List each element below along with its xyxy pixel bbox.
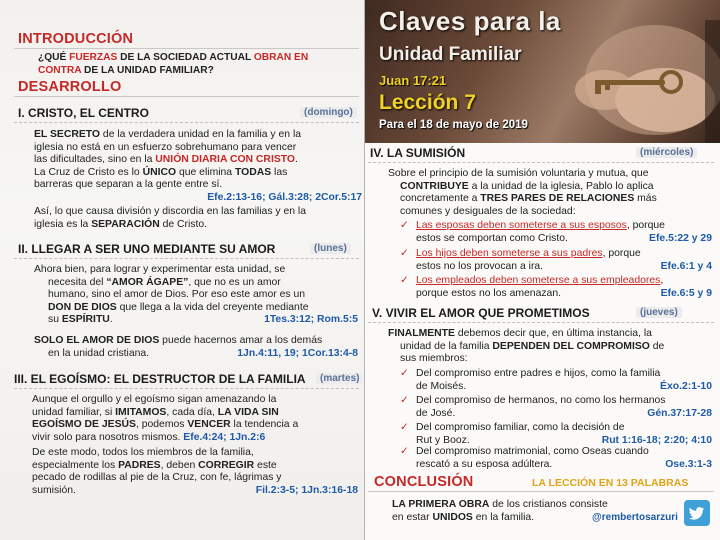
section-4-paragraph: Sobre el principio de la sumisión voluntaria y mutua, que CONTRIBUYE a la unidad de la iglesia, Pablo lo aplica concretamente a TRES PARES DE RELACIONES más comunes y desiguales de la sociedad: [388, 168, 657, 217]
section-5-item-4: ✓ Del compromiso matrimonial, como Oseas cuando rescató a su esposa adúltera. Ose.3:1-3 [400, 446, 712, 470]
section-1-title: I. CRISTO, EL CENTRO [18, 106, 149, 120]
lesson-date: Para el 18 de mayo de 2019 [379, 119, 528, 131]
section-4-rule [368, 162, 714, 163]
checkmark-icon: ✓ [400, 395, 409, 406]
section-5-item-1: ✓ Del compromiso entre padres e hijos, como la familia de Moisés. Éxo.2:1-10 [400, 368, 712, 392]
section-4-item-1: ✓ Las esposas deben someterse a sus esposos, porque estos se comportan como Cristo. Efe.5:22 y 29 [400, 220, 712, 244]
checkmark-icon: ✓ [400, 248, 409, 259]
checkmark-icon: ✓ [400, 422, 409, 433]
checkmark-icon: ✓ [400, 275, 409, 286]
development-rule [14, 96, 359, 97]
twitter-bird-icon-glyph [684, 500, 710, 526]
section-1-day: (domingo) [300, 107, 357, 118]
section-2-paragraph-1: Ahora bien, para lograr y experimentar esta unidad, se necesita del “AMOR ÁGAPE”, que no es un amor humano, sino el amor de Dios. Por eso este amor es un DON DE DIOS que llega a la vida del creyente mediante su ESPÍRITU. 1Tes.3:12; Rom.5:5 [34, 264, 358, 326]
twitter-handle[interactable]: @rembertosarzuri [592, 512, 678, 523]
header-image [365, 0, 720, 143]
development-heading: DESARROLLO [18, 79, 122, 95]
lesson-title-line2: Unidad Familiar [379, 44, 522, 65]
section-3-paragraph-1: Aunque el orgullo y el egoísmo sigan amenazando la unidad familiar, si IMITAMOS, cada día, LA VIDA SIN EGOÍSMO DE JESÚS, podemos VENCER la tendencia a vivir solo para nosotros mismos. Efe.4:24; 1Jn.2:6 [32, 394, 299, 443]
conclusion-text: LA PRIMERA OBRA de los cristianos consiste en estar UNIDOS en la familia. [392, 499, 608, 523]
section-5-rule [368, 322, 714, 323]
section-3-paragraph-2: De este modo, todos los miembros de la familia, especialmente los PADRES, deben CORREGIR este pecado de rodillas al pie de la Cruz, con fe, lágrimas y sumisión. Fil.2:3-5; 1Jn.3:16-18 [32, 447, 358, 496]
twitter-bird-icon[interactable] [684, 500, 710, 526]
introduction-rule [14, 48, 359, 49]
bible-verse: Juan 17:21 [379, 73, 447, 88]
lesson-title-line1: Claves para la [379, 6, 561, 36]
section-1-paragraph-2: Así, lo que causa división y discordia en las familias y en la iglesia es la SEPARACIÓN de Cristo. [34, 206, 307, 230]
section-5-item-2: ✓ Del compromiso de hermanos, no como los hermanos de José. Gén.37:17-28 [400, 395, 712, 419]
lesson-number: Lección 7 [379, 91, 476, 114]
conclusion-heading: CONCLUSIÓN [374, 474, 474, 490]
section-1-reference-1: Efe.2:13-16; Gál.3:28; 2Cor.5:17 [207, 191, 362, 203]
section-5-item-3: ✓ Del compromiso familiar, como la decisión de Rut y Booz. Rut 1:16-18; 2:20; 4:10 [400, 422, 712, 446]
introduction-question: ¿QUÉ FUERZAS DE LA SOCIEDAD ACTUAL OBRAN EN CONTRA DE LA UNIDAD FAMILIAR? [38, 52, 309, 76]
section-4-item-2: ✓ Los hijos deben someterse a sus padres, porque estos no los provocan a ira. Efe.6:1 y 4 [400, 248, 712, 272]
checkmark-icon: ✓ [400, 220, 409, 231]
section-2-day: (lunes) [310, 243, 351, 254]
checkmark-icon: ✓ [400, 368, 409, 379]
section-1-rule [14, 122, 359, 123]
section-1-paragraph-1: EL SECRETO de la verdadera unidad en la familia y en la iglesia no está en un esfuerzo sobrehumano para vencer las dificultades, sino en la UNIÓN DIARIA CON CRISTO. La Cruz de Cristo es lo ÚNICO que elimina TODAS las barreras que separan a la gente entre sí. Efe.2:13-16; Gál.3:28; 2Cor.5:17 [34, 129, 362, 203]
section-4-item-3: ✓ Los empleados deben someterse a sus empleadores, porque estos no los amenazan. Efe.6:5 y 9 [400, 275, 712, 299]
section-2-paragraph-2: SOLO EL AMOR DE DIOS puede hacernos amar a los demás en la unidad cristiana. 1Jn.4:11, 19; 1Cor.13:4-8 [34, 335, 358, 359]
section-2-reference-1: 1Tes.3:12; Rom.5:5 [264, 314, 358, 326]
section-5-title: V. VIVIR EL AMOR QUE PROMETIMOS [372, 306, 590, 320]
section-2-title: II. LLEGAR A SER UNO MEDIANTE SU AMOR [18, 242, 276, 256]
section-5-day: (jueves) [636, 307, 682, 318]
section-4-title: IV. LA SUMISIÓN [370, 146, 466, 160]
section-2-reference-2: 1Jn.4:11, 19; 1Cor.13:4-8 [237, 347, 358, 359]
section-3-reference-1: Efe.4:24; 1Jn.2:6 [183, 431, 266, 443]
section-3-rule [14, 388, 359, 389]
checkmark-icon: ✓ [400, 446, 409, 457]
section-3-reference-2: Fil.2:3-5; 1Jn.3:16-18 [255, 484, 358, 496]
section-4-day: (miércoles) [636, 147, 697, 158]
conclusion-rule [368, 491, 714, 492]
conclusion-tag: LA LECCIÓN EN 13 PALABRAS [532, 477, 689, 489]
section-5-paragraph: FINALMENTE debemos decir que, en última instancia, la unidad de la familia DEPENDEN DEL COMPROMISO de sus miembros: [388, 328, 665, 365]
section-2-rule [14, 258, 359, 259]
section-3-title: III. EL EGOÍSMO: EL DESTRUCTOR DE LA FAMILIA [14, 372, 306, 386]
introduction-heading: INTRODUCCIÓN [18, 31, 134, 47]
section-3-day: (martes) [316, 373, 363, 384]
